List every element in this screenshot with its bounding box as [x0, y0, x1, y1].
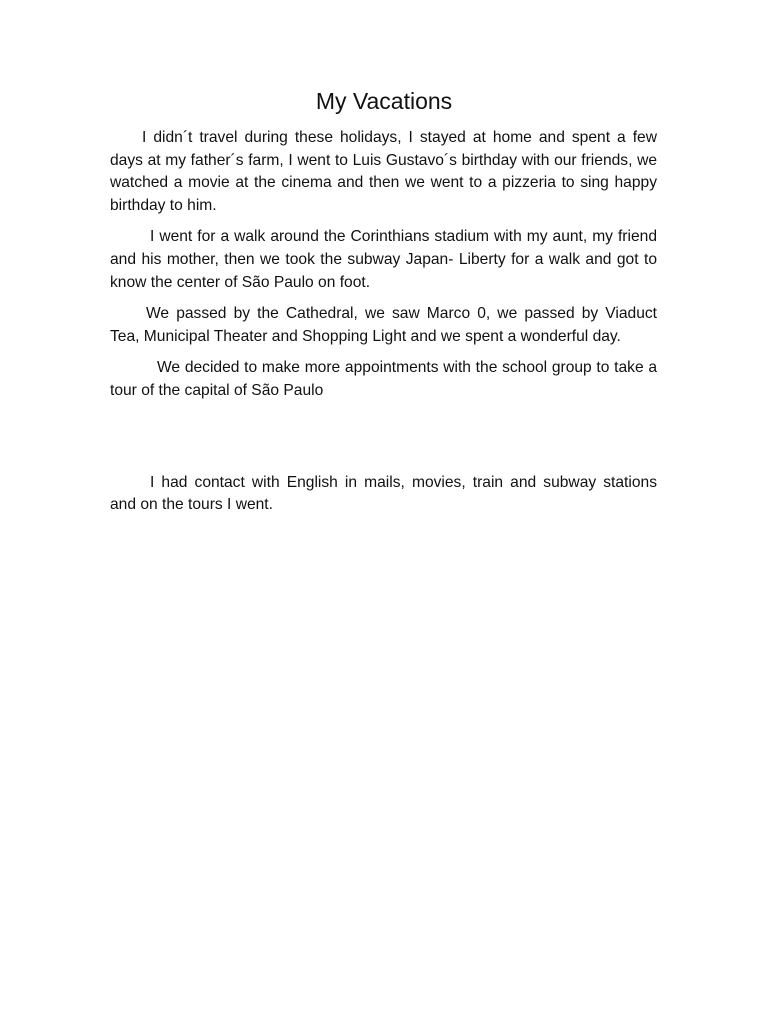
paragraph-appointments: We decided to make more appointments with the school group to take a tour of the capital of São Paulo [110, 359, 657, 399]
document-body [110, 127, 657, 526]
paragraph-stadium-walk: I went for a walk around the Corinthians stadium with my aunt, my friend and his mother, then we took the subway Japan- Liberty for a walk and got to know the center of São Paulo on foot. [110, 228, 657, 291]
paragraph-cathedral: We passed by the Cathedral, we saw Marco 0, we passed by Viaduct Tea, Municipal Theater and Shopping Light and we spent a wonderful day. [110, 305, 657, 345]
paragraph-holidays: I didn´t travel during these holidays, I stayed at home and spent a few days at my father´s farm, I went to Luis Gustavo´s birthday with our friends, we watched a movie at the cinema and then we went to a pizzeria to sing happy birthday to him. [110, 129, 657, 214]
paragraph-spacer [110, 412, 657, 472]
document-title: My Vacations [315, 88, 453, 114]
paragraph-english-contact: I had contact with English in mails, movies, train and subway stations and on the tours I went. [110, 473, 657, 514]
